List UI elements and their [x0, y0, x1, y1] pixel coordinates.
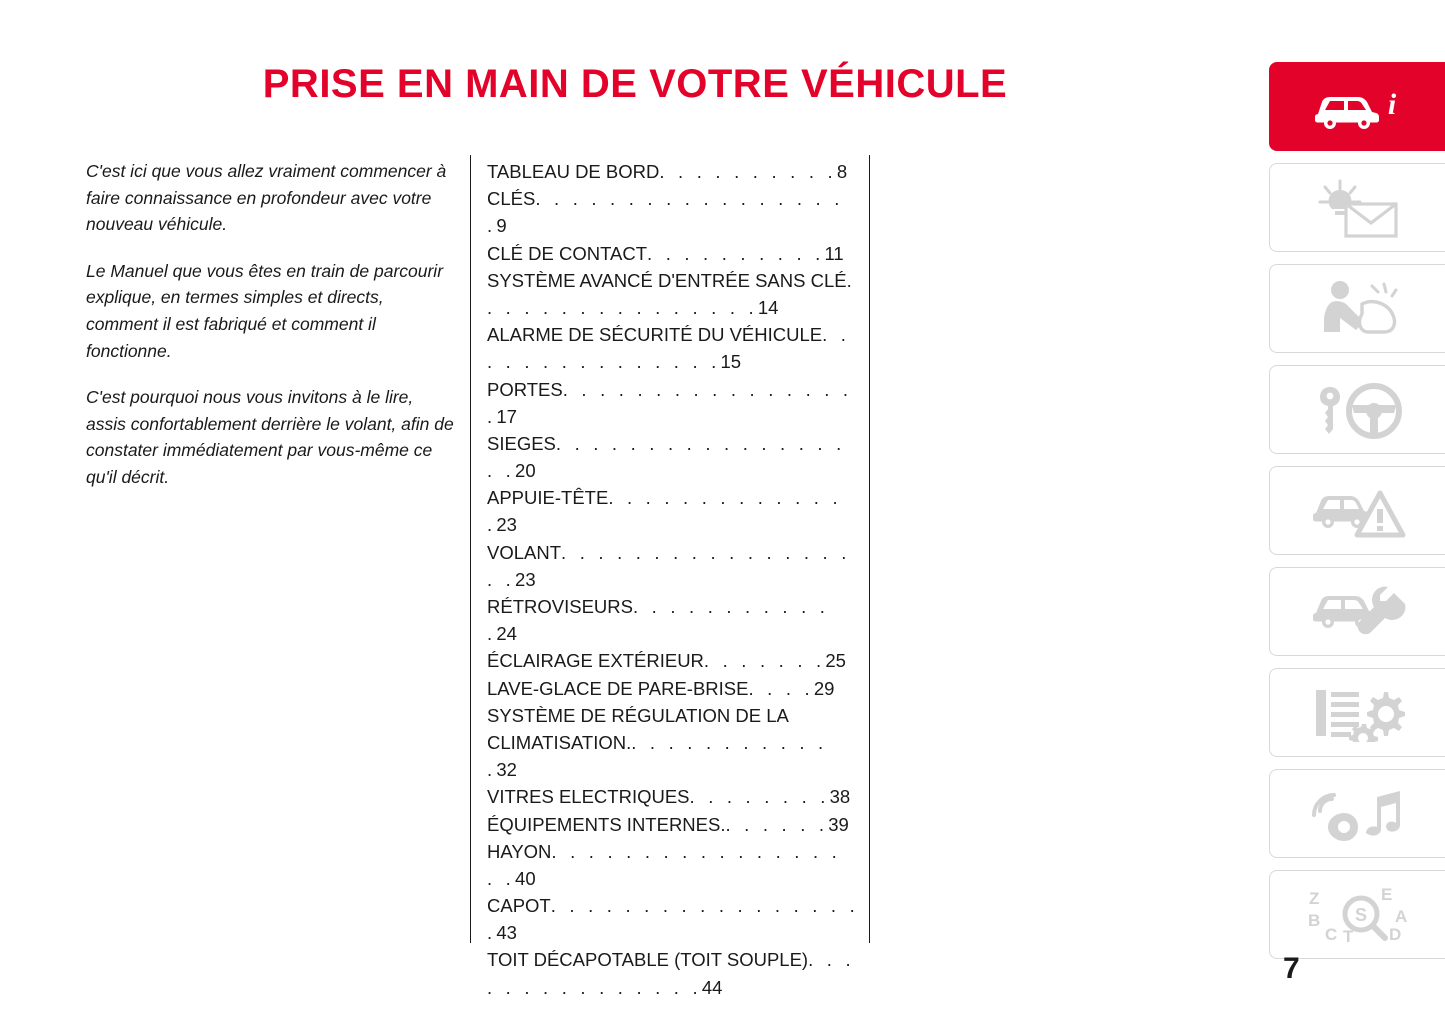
- toc-entry-page: 23: [496, 514, 517, 536]
- svg-text:A: A: [1394, 906, 1407, 926]
- toc-entry-leaders: . . . . . . . . . .: [647, 242, 825, 264]
- toc-entry-label: SYSTÈME DE RÉGULATION DE LA CLIMATISATION.: [487, 704, 788, 753]
- toc-entry-page: 11: [824, 242, 844, 264]
- toc-entry-label: SYSTÈME AVANCÉ D'ENTRÉE SANS CLÉ: [487, 269, 847, 291]
- sidebar-item-maintenance[interactable]: [1269, 567, 1445, 656]
- car-info-icon: [1310, 82, 1406, 132]
- svg-text:i: i: [1387, 87, 1396, 121]
- toc-entry-label: VITRES ELECTRIQUES: [487, 786, 690, 808]
- toc-entry-label: SIEGES: [487, 432, 556, 454]
- toc-entry-label: CAPOT: [487, 895, 551, 917]
- toc-entry[interactable]: [487, 892, 859, 946]
- toc-entry-leaders: . . . . . . . . . . . . . .: [487, 487, 842, 536]
- toc-entry[interactable]: [487, 838, 859, 892]
- toc-entry-leaders: . . . . . . . . . . . . . . . . . .: [487, 541, 851, 590]
- toc-entry-page: 15: [720, 351, 742, 373]
- audio-note-icon: [1310, 785, 1406, 843]
- toc-entry-label: HAYON: [487, 840, 552, 862]
- toc-entry-label: RÉTROVISEURS: [487, 596, 633, 617]
- toc-entry[interactable]: [487, 593, 859, 647]
- toc-entry[interactable]: [487, 675, 859, 702]
- car-wrench-icon: [1310, 585, 1406, 639]
- page-title: PRISE EN MAIN DE VOTRE VÉHICULE: [262, 62, 1008, 106]
- sidebar-item-multimedia[interactable]: [1269, 769, 1445, 858]
- toc-entry-leaders: . . . . . . . . . . . . . . . . . .: [487, 840, 841, 889]
- toc-entry-leaders: . . . . . . . . . . . . . . . . .: [487, 378, 853, 427]
- toc-entry-page: 9: [496, 215, 507, 237]
- toc-entry[interactable]: [487, 647, 859, 674]
- toc-entry[interactable]: [487, 783, 859, 810]
- sidebar-item-warning-lights[interactable]: [1269, 163, 1445, 252]
- toc-entry-leaders: . . . . . . . . . . . . . . .: [487, 949, 855, 998]
- page-number: 7: [1283, 952, 1300, 985]
- toc-entry-page: 44: [701, 976, 723, 998]
- toc-entry-page: 25: [825, 650, 846, 672]
- car-hazard-triangle-icon: [1310, 483, 1406, 539]
- toc-entry[interactable]: [487, 484, 859, 538]
- toc-entry-label: TABLEAU DE BORD: [487, 161, 660, 182]
- toc-entry[interactable]: [487, 240, 859, 267]
- toc-entry[interactable]: [487, 158, 859, 185]
- intro-paragraph-2: Le Manuel que vous êtes en train de parcourir explique, en termes simples et directs, comment il est fabriqué et comment il fonctionne.: [86, 260, 444, 361]
- toc-entry-label: ÉQUIPEMENTS INTERNES.: [487, 813, 726, 835]
- sidebar-item-getting-to-know[interactable]: [1269, 62, 1445, 151]
- svg-text:D: D: [1388, 924, 1401, 944]
- toc-entry-page: 17: [496, 405, 517, 427]
- toc-entry-label: LAVE-GLACE DE PARE-BRISE: [487, 677, 749, 699]
- svg-text:T: T: [1342, 926, 1353, 946]
- toc-entry-page: 14: [757, 296, 779, 318]
- toc-entry-page: 29: [813, 677, 835, 699]
- toc-entry-page: 39: [828, 813, 849, 835]
- document-gears-icon: [1310, 684, 1406, 742]
- toc-entry[interactable]: [487, 185, 859, 239]
- toc-entry[interactable]: [487, 539, 859, 593]
- intro-paragraph-1: C'est ici que vous allez vraiment commencer à faire connaissance en profondeur avec votre nouveau véhicule.: [86, 161, 447, 235]
- key-steering-wheel-icon: [1310, 381, 1406, 439]
- airbag-safety-icon: [1310, 278, 1406, 340]
- toc-entry-leaders: . . . . . . . . . . . .: [487, 596, 830, 645]
- toc-entry-leaders: . . . . . . . . . . . . . . . .: [487, 269, 856, 318]
- toc-entry-leaders: . . . . . . . . . .: [659, 161, 837, 182]
- toc-entry-label: CLÉ DE CONTACT: [487, 242, 648, 264]
- toc-entry-label: VOLANT: [487, 541, 562, 563]
- toc-entry[interactable]: [487, 267, 859, 321]
- toc-entry-leaders: . . . . . . . . . . . .: [487, 731, 828, 781]
- toc-entry-page: 40: [515, 867, 536, 889]
- intro-column: [86, 158, 456, 511]
- toc-entry-leaders: . . . . . . . . . . . . . . . . . .: [487, 432, 846, 482]
- toc-entry-leaders: . . . . . . . .: [689, 786, 830, 808]
- toc-entry-page: 24: [496, 623, 517, 645]
- svg-text:B: B: [1307, 910, 1320, 930]
- intro-paragraph-3: C'est pourquoi nous vous invitons à le lire, assis confortablement derrière le volant, afin de constater immédiatement par vous-même ce qu'il décrit.: [86, 387, 454, 487]
- toc-entry-leaders: . . . . . . . . . . . . . . . . . .: [487, 895, 859, 944]
- svg-text:C: C: [1324, 924, 1337, 944]
- sidebar-item-emergency[interactable]: [1269, 466, 1445, 555]
- toc-entry-page: 38: [829, 786, 851, 808]
- svg-text:E: E: [1380, 884, 1392, 904]
- toc-entry[interactable]: [487, 946, 859, 1000]
- chapter-tab-rail: [1269, 0, 1445, 1026]
- toc-entry[interactable]: [487, 811, 859, 838]
- toc-entry-leaders: . . . . . . .: [703, 650, 826, 672]
- toc-entry-page: 32: [496, 759, 517, 781]
- toc-entry[interactable]: [487, 376, 859, 430]
- toc-entry-leaders: . . . . . . . . . . . . . . .: [487, 324, 851, 373]
- toc-entry-page: 43: [496, 922, 517, 944]
- toc-entry-label: ÉCLAIRAGE EXTÉRIEUR: [487, 650, 704, 672]
- sidebar-item-index[interactable]: [1269, 870, 1445, 959]
- alphabet-magnifier-icon: [1303, 884, 1413, 946]
- toc-entry-label: ALARME DE SÉCURITÉ DU VÉHICULE: [487, 324, 823, 346]
- table-of-contents: [487, 158, 859, 1001]
- sidebar-item-starting-driving[interactable]: [1269, 365, 1445, 454]
- toc-entry-page: 8: [836, 161, 848, 182]
- sidebar-item-safety[interactable]: [1269, 264, 1445, 353]
- toc-entry-label: TOIT DÉCAPOTABLE (TOIT SOUPLE): [487, 949, 809, 971]
- toc-entry-page: 20: [515, 460, 536, 482]
- svg-text:S: S: [1354, 904, 1367, 925]
- toc-entry[interactable]: [487, 430, 859, 484]
- toc-entry-label: CLÉS: [487, 188, 536, 210]
- toc-entry-leaders: . . . .: [748, 677, 814, 699]
- toc-entry[interactable]: [487, 702, 859, 784]
- column-divider-right: [869, 155, 870, 943]
- warning-lamp-message-icon: [1310, 178, 1406, 238]
- toc-entry-label: PORTES: [487, 378, 563, 400]
- toc-entry[interactable]: [487, 321, 859, 375]
- svg-text:Z: Z: [1308, 888, 1319, 908]
- toc-entry-leaders: . . . . . . . . . . . . . . . . . .: [487, 188, 844, 237]
- toc-entry-label: APPUIE-TÊTE: [487, 487, 609, 509]
- column-divider-left: [470, 155, 471, 943]
- sidebar-item-technical-specs[interactable]: [1269, 668, 1445, 757]
- toc-entry-page: 23: [515, 568, 536, 590]
- toc-entry-leaders: . . . . . .: [725, 813, 829, 835]
